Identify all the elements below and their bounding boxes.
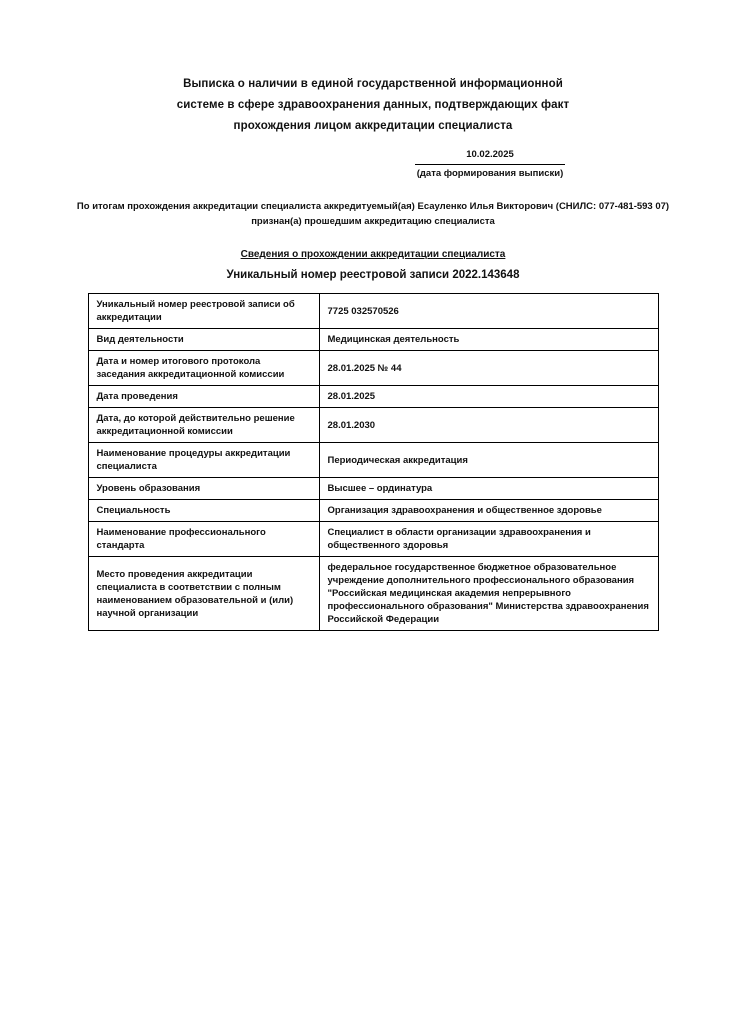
issue-date: 10.02.2025 xyxy=(415,148,565,165)
table-row xyxy=(88,500,658,522)
row-label: Наименование процедуры аккредитации специалиста xyxy=(88,443,319,478)
row-label: Вид деятельности xyxy=(88,329,319,351)
row-value: 7725 032570526 xyxy=(319,294,658,329)
table-row xyxy=(88,522,658,557)
table-row xyxy=(88,294,658,329)
row-label: Дата проведения xyxy=(88,386,319,408)
row-label: Место проведения аккредитации специалиста в соответствии с полным наименованием образовательной и (или) научной организации xyxy=(88,557,319,631)
row-label: Наименование профессионального стандарта xyxy=(88,522,319,557)
table-row xyxy=(88,408,658,443)
row-value: 28.01.2030 xyxy=(319,408,658,443)
issue-date-caption: (дата формирования выписки) xyxy=(416,168,564,179)
section-heading: Сведения о прохождении аккредитации специалиста xyxy=(240,249,506,260)
table-row xyxy=(88,329,658,351)
row-value: 28.01.2025 xyxy=(319,386,658,408)
accreditation-table xyxy=(88,293,659,631)
row-label: Дата, до которой действительно решение аккредитационной комиссии xyxy=(88,408,319,443)
document-title-line-2: системе в сфере здравоохранения данных, подтверждающих факт xyxy=(176,99,570,111)
row-value: Медицинская деятельность xyxy=(319,329,658,351)
table-row xyxy=(88,478,658,500)
document-title-line-3: прохождения лицом аккредитации специалиста xyxy=(233,120,513,132)
table-row xyxy=(88,443,658,478)
table-row xyxy=(88,386,658,408)
row-value: федеральное государственное бюджетное образовательное учреждение дополнительного профессионального образования "Российская медицинская академия непрерывного профессионального образования" Министерства здравоохранения Российской Федерации xyxy=(319,557,658,631)
row-value: Высшее – ординатура xyxy=(319,478,658,500)
row-value: Специалист в области организации здравоохранения и общественного здоровья xyxy=(319,522,658,557)
row-label: Уникальный номер реестровой записи об аккредитации xyxy=(88,294,319,329)
row-value: Организация здравоохранения и общественное здоровье xyxy=(319,500,658,522)
registry-number-heading: Уникальный номер реестровой записи 2022.143648 xyxy=(226,269,520,281)
row-label: Дата и номер итогового протокола заседания аккредитационной комиссии xyxy=(88,351,319,386)
row-value: Периодическая аккредитация xyxy=(319,443,658,478)
document-title xyxy=(113,0,633,137)
issue-date-block xyxy=(415,148,565,180)
row-label: Уровень образования xyxy=(88,478,319,500)
row-label: Специальность xyxy=(88,500,319,522)
row-value: 28.01.2025 № 44 xyxy=(319,351,658,386)
table-row xyxy=(88,351,658,386)
intro-paragraph: По итогам прохождения аккредитации специалиста аккредитуемый(ая) Есауленко Илья Викторович (СНИЛС: 077-481-593 07) признан(а) прошедшим аккредитацию специалиста xyxy=(76,201,670,227)
table-row xyxy=(88,557,658,631)
document-title-line-1: Выписка о наличии в единой государственной информационной xyxy=(183,78,563,90)
